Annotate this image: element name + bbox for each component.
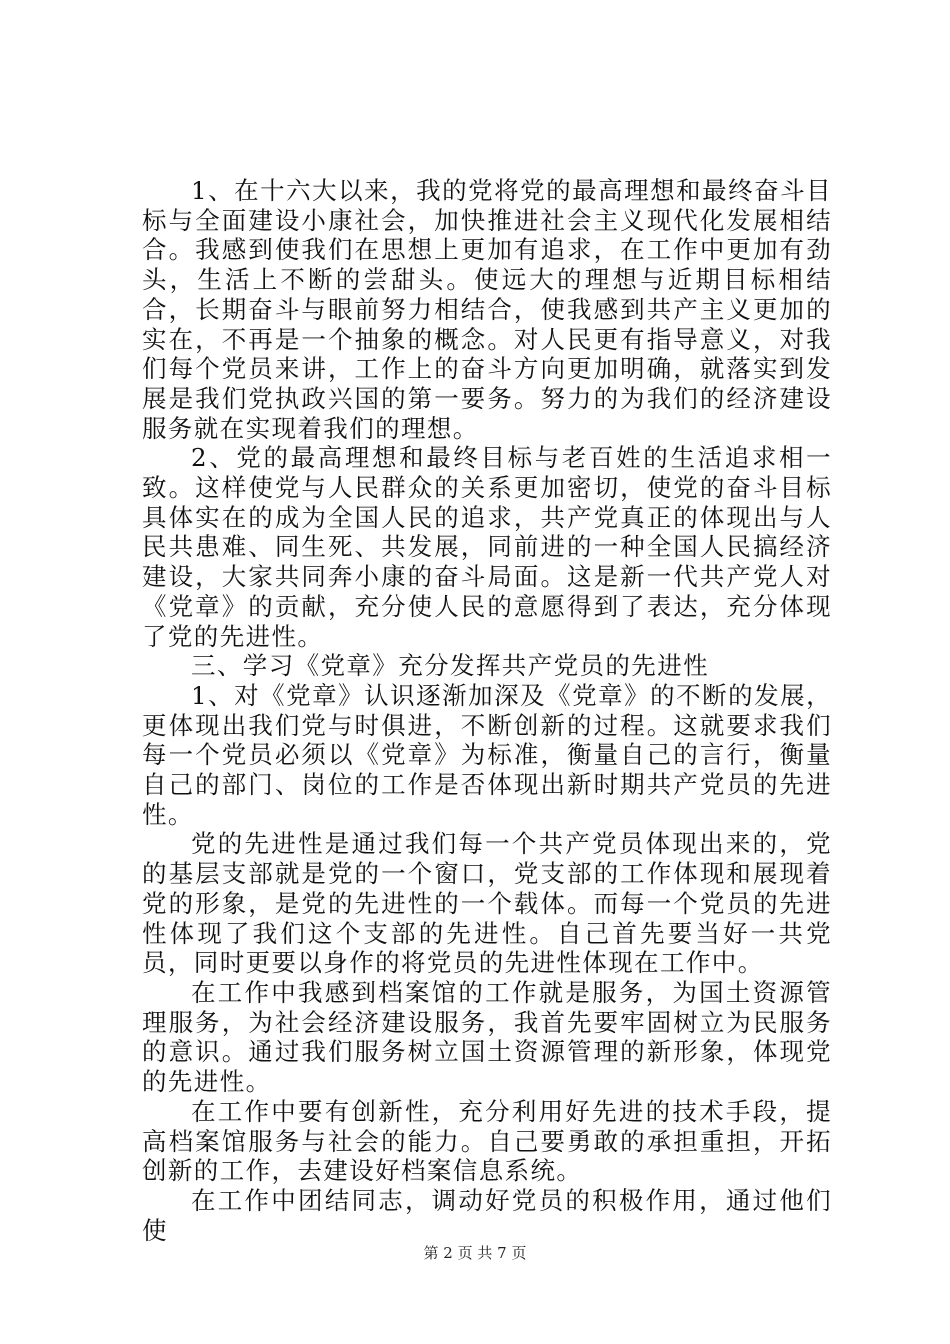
section-heading: 三、学习《党章》充分发挥共产党员的先进性 (191, 651, 709, 681)
document-body (142, 176, 832, 1245)
paragraph-3: 1、对《党章》认识逐渐加深及《党章》的不断的发展，更体现出我们党与时俱进，不断创新的过程。这就要求我们每一个党员必须以《党章》为标准，衡量自己的言行，衡量自己的部门、岗位的工作是否体现出新时期共产党员的先进性。 (142, 680, 832, 829)
page-number-footer: 第 2 页 共 7 页 (423, 1244, 527, 1262)
paragraph-6: 在工作中要有创新性，充分利用好先进的技术手段，提高档案馆服务与社会的能力。自己要勇敢的承担重担，开拓创新的工作，去建设好档案信息系统。 (142, 1096, 832, 1186)
paragraph-5: 在工作中我感到档案馆的工作就是服务，为国土资源管理服务，为社会经济建设服务，我首先要牢固树立为民服务的意识。通过我们服务树立国土资源管理的新形象，体现党的先进性。 (142, 977, 832, 1097)
paragraph-4: 党的先进性是通过我们每一个共产党员体现出来的，党的基层支部就是党的一个窗口，党支部的工作体现和展现着党的形象，是党的先进性的一个载体。而每一个党员的先进性体现了我们这个支部的先进性。自己首先要当好一共党员，同时更要以身作的将党员的先进性体现在工作中。 (142, 829, 832, 978)
paragraph-7: 在工作中团结同志，调动好党员的积极作用，通过他们使 (142, 1185, 832, 1245)
paragraph-2: 2、党的最高理想和最终目标与老百姓的生活追求相一致。这样使党与人民群众的关系更加密切，使党的奋斗目标具体实在的成为全国人民的追求，共产党真正的体现出与人民共患难、同生死、共发展，同前进的一种全国人民搞经济建设，大家共同奔小康的奋斗局面。这是新一代共产党人对《党章》的贡献，充分使人民的意愿得到了表达，充分体现了党的先进性。 (142, 443, 832, 651)
paragraph-1: 1、在十六大以来，我的党将党的最高理想和最终奋斗目标与全面建设小康社会，加快推进社会主义现代化发展相结合。我感到使我们在思想上更加有追求，在工作中更加有劲头，生活上不断的尝甜头。使远大的理想与近期目标相结合，长期奋斗与眼前努力相结合，使我感到共产主义更加的实在，不再是一个抽象的概念。对人民更有指导意义，对我们每个党员来讲，工作上的奋斗方向更加明确，就落实到发展是我们党执政兴国的第一要务。努力的为我们的经济建设服务就在实现着我们的理想。 (142, 176, 832, 443)
